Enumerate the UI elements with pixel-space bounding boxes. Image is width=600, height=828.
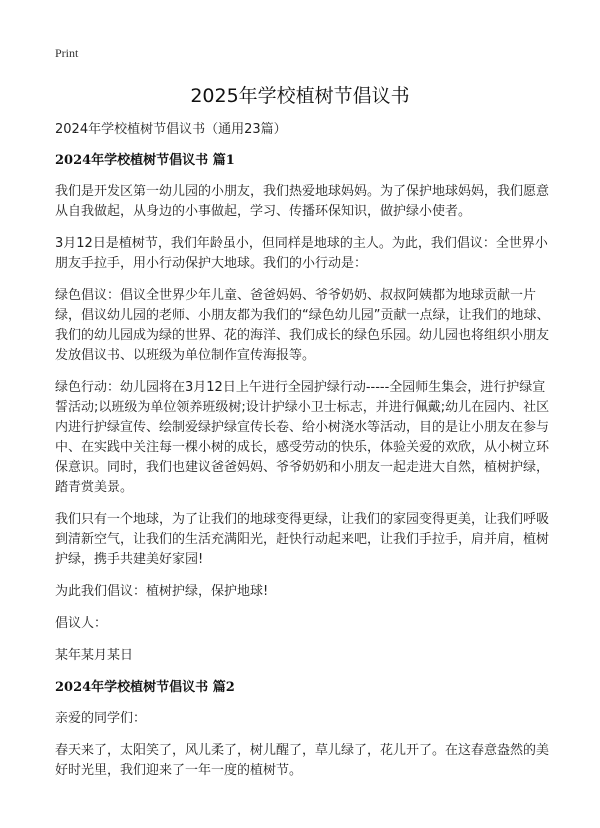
- section-heading-2: 2024年学校植树节倡议书 篇2: [55, 680, 235, 695]
- page-title: 2025年学校植树节倡议书: [190, 85, 410, 107]
- document-subtitle: 2024年学校植树节倡议书（通用23篇）: [55, 122, 287, 137]
- salutation: 亲爱的同学们：: [55, 711, 147, 726]
- date-line: 某年某月某日: [55, 648, 134, 663]
- paragraph: 为此我们倡议：植树护绿，保护地球!: [55, 584, 269, 599]
- signatory-label: 倡议人：: [55, 616, 108, 631]
- paragraph: 春天来了，太阳笑了，风儿柔了，树儿醒了，草儿绿了，花儿开了。在这春意盎然的美好时光里，我们迎来了一年一度的植树节。: [55, 743, 550, 778]
- paragraph: 我们是开发区第一幼儿园的小朋友，我们热爱地球妈妈。为了保护地球妈妈，我们愿意从自我做起，从身边的小事做起，学习、传播环保知识，做护绿小使者。: [55, 184, 550, 219]
- paragraph: 绿色倡议：倡议全世界少年儿童、爸爸妈妈、爷爷奶奶、叔叔阿姨都为地球贡献一片绿，倡议幼儿园的老师、小朋友都为我们的“绿色幼儿园”贡献一点绿，让我们的地球、我们的幼儿园成为绿的世界、花的海洋、我们成长的绿色乐园。幼儿园也将组织小朋友发放倡议书、以班级为单位制作宣传海报等。: [55, 288, 550, 363]
- paragraph: 3月12日是植树节，我们年龄虽小，但同样是地球的主人。为此，我们倡议：全世界小朋友手拉手，用小行动保护大地球。我们的小行动是：: [55, 236, 548, 271]
- paragraph: 我们只有一个地球，为了让我们的地球变得更绿，让我们的家园变得更美，让我们呼吸到清新空气，让我们的生活充满阳光，赶快行动起来吧，让我们手拉手，肩并肩，植树护绿，携手共建美好家园!: [55, 512, 550, 567]
- paragraph: 绿色行动：幼儿园将在3月12日上午进行全园护绿行动-----全园师生集会，进行护绿宣誓活动;以班级为单位领养班级树;设计护绿小卫士标志，并进行佩戴;幼儿在园内、社区内进行护绿宣传、绘制爱绿护绿宣传长卷、给小树浇水等活动，目的是让小朋友在参与中、在实践中关注每一棵小树的成长，感受劳动的快乐，体验关爱的欢欣，从小树立环保意识。同时，我们也建议爸爸妈妈、爷爷奶奶和小朋友一起走进大自然，植树护绿，踏青赏美景。: [55, 380, 550, 495]
- print-link[interactable]: Print: [55, 46, 79, 60]
- section-heading-1: 2024年学校植树节倡议书 篇1: [55, 153, 235, 168]
- document-body: [55, 120, 555, 793]
